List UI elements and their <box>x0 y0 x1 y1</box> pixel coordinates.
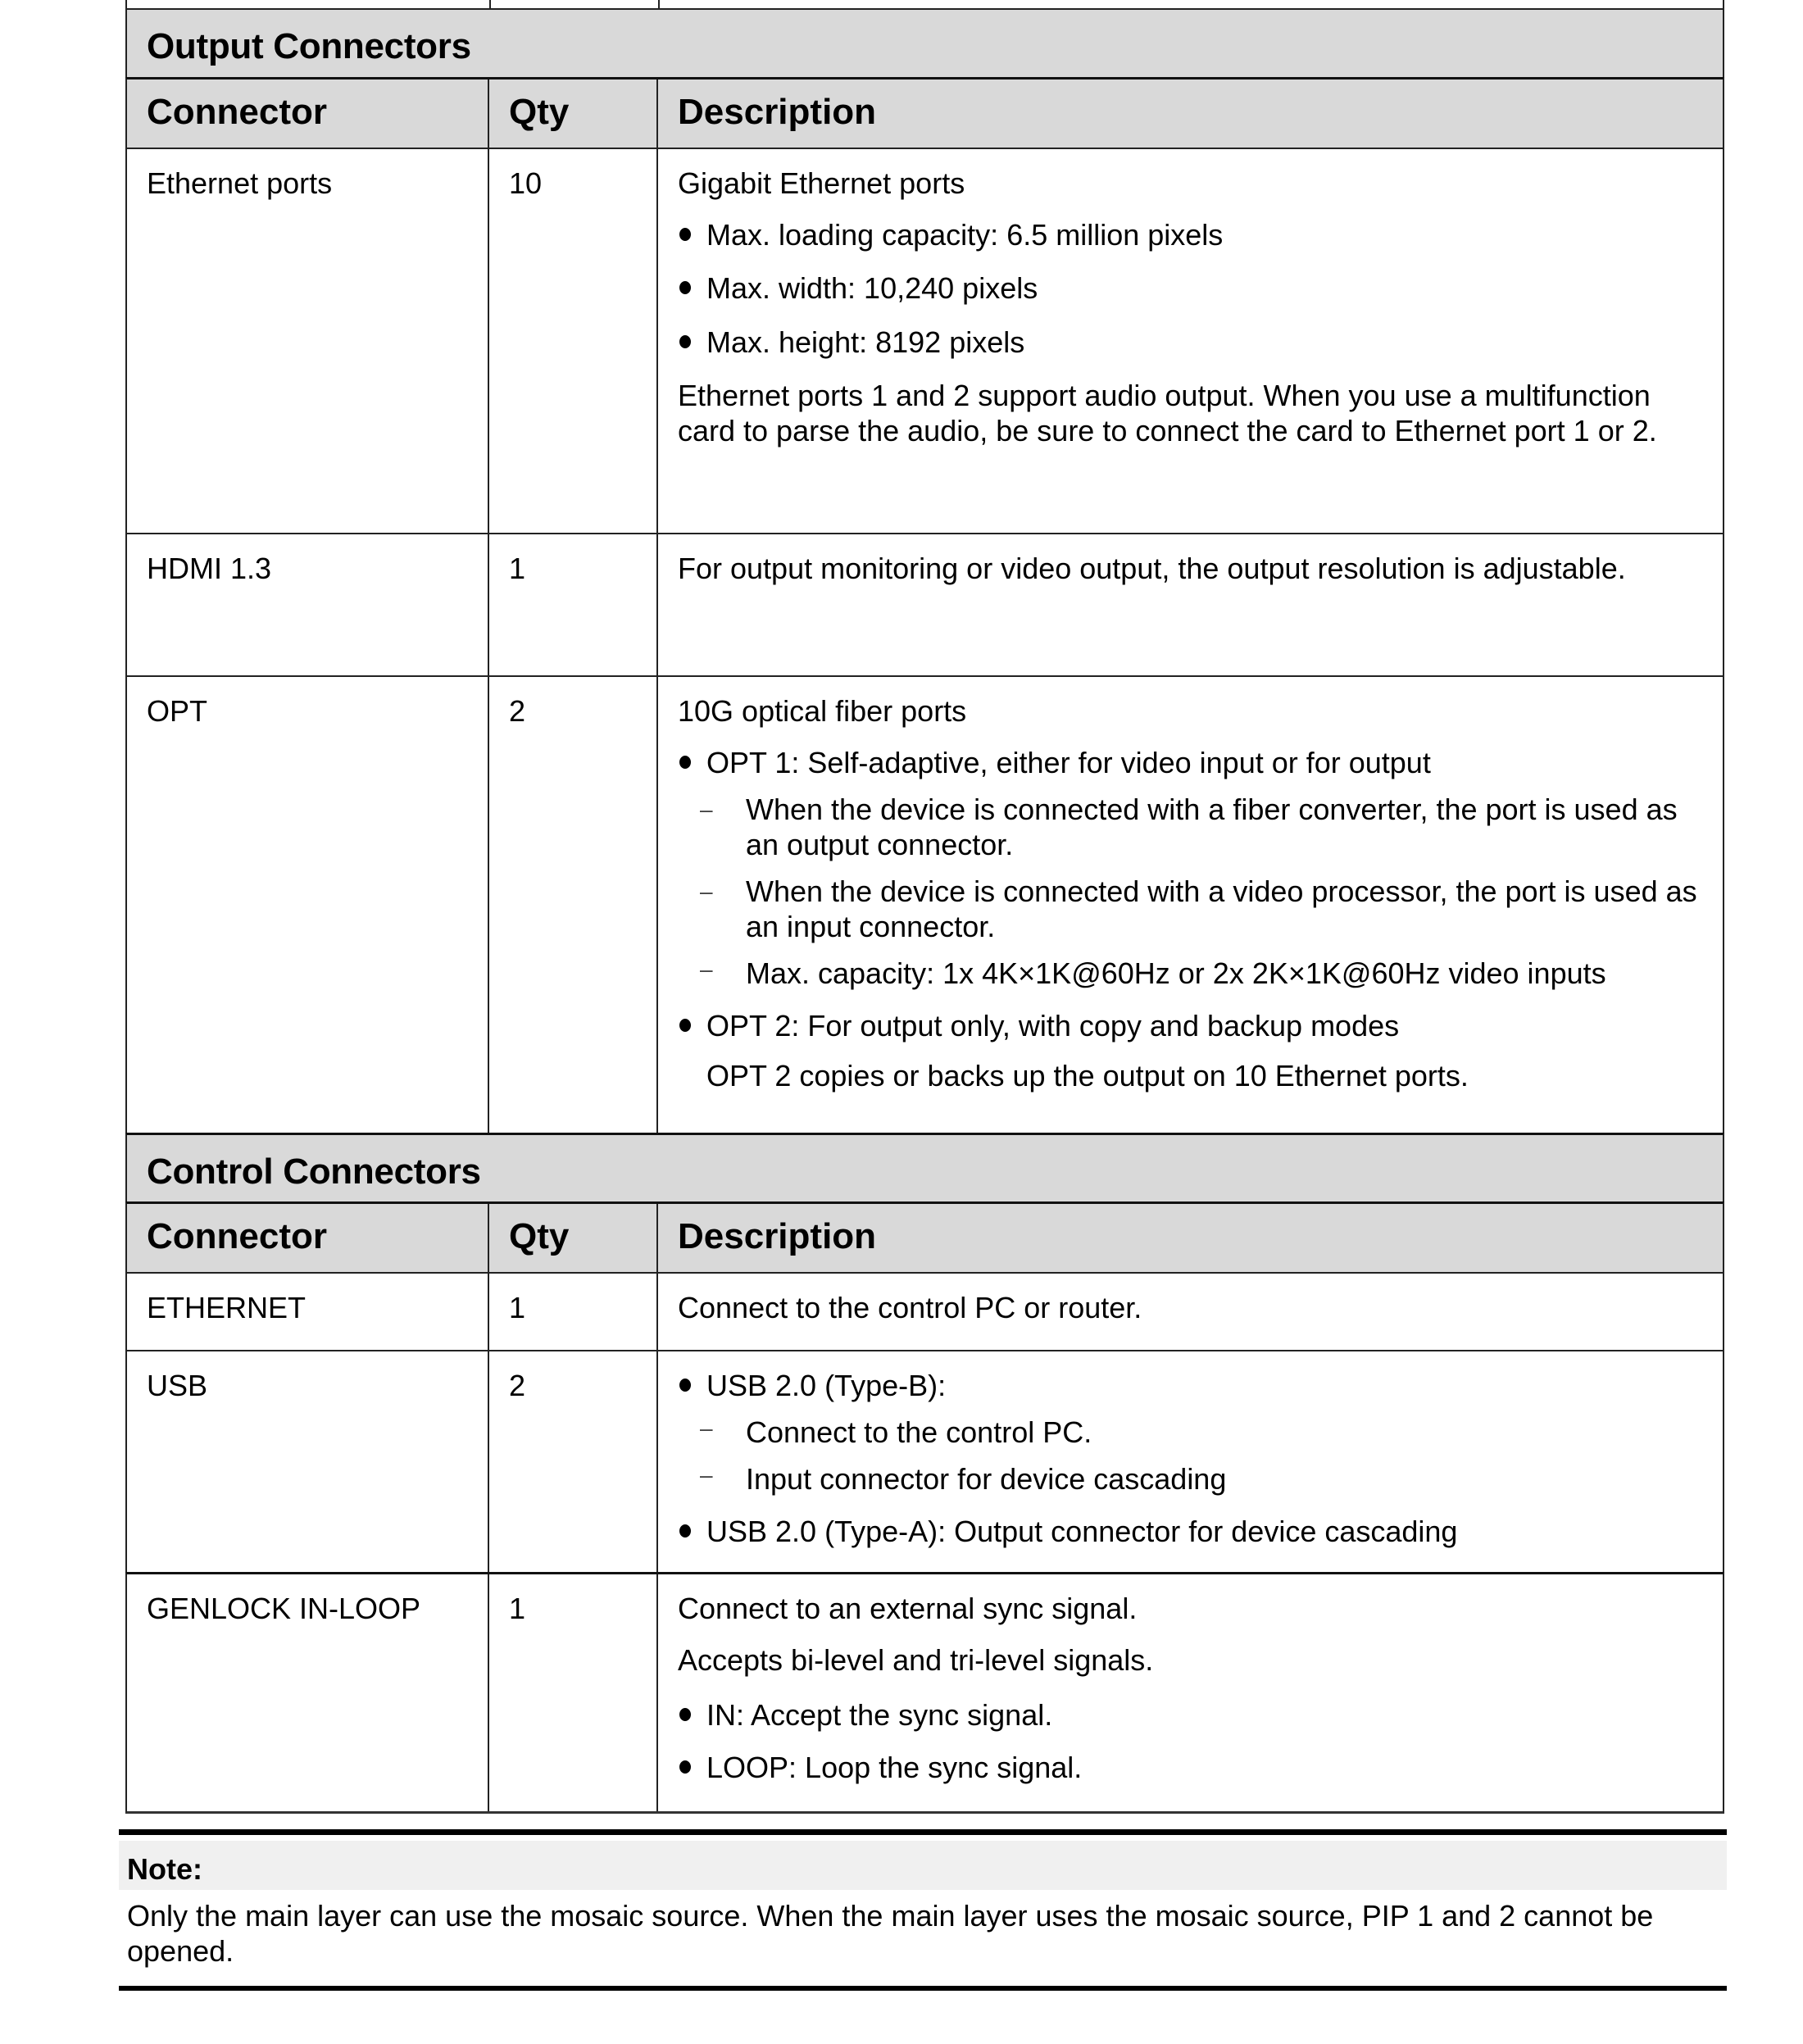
bullet-icon <box>679 1019 691 1032</box>
note-bottom-rule <box>119 1986 1727 1991</box>
note-label: Note: <box>119 1841 1727 1890</box>
table-row-ethernet <box>125 1272 1724 1350</box>
header-description: Description <box>678 1216 877 1256</box>
bullet-item: Max. loading capacity: 6.5 million pixels <box>678 217 1706 252</box>
cell-connector: GENLOCK IN-LOOP <box>127 1574 489 1811</box>
dash-icon: – <box>700 1415 713 1442</box>
table-row-ethernet-ports <box>125 148 1724 533</box>
sub-item: – Connect to the control PC. <box>700 1415 1092 1450</box>
cell-connector: HDMI 1.3 <box>127 534 489 675</box>
bullet-icon <box>679 756 691 769</box>
cell-connector: OPT <box>127 677 489 1133</box>
dash-icon: – <box>700 797 713 823</box>
cell-description <box>658 149 1723 533</box>
table-header-row <box>125 77 1724 148</box>
bullet-icon <box>679 228 691 241</box>
desc-intro: 10G optical fiber ports <box>678 694 967 728</box>
bullet-icon <box>679 281 691 294</box>
cell-connector: USB <box>127 1351 489 1572</box>
cell-qty: 2 <box>489 677 658 1133</box>
table-row-opt <box>125 675 1724 1133</box>
cell-description <box>658 1574 1723 1811</box>
desc-intro: Connect to the control PC or router. <box>678 1291 1142 1324</box>
dash-icon: – <box>700 956 713 983</box>
table-row-usb <box>125 1350 1724 1572</box>
cell-connector: ETHERNET <box>127 1274 489 1350</box>
sub-item: – When the device is connected with a fiber converter, the port is used as an output connector. <box>700 793 1678 862</box>
previous-row-stub <box>125 0 1724 8</box>
cell-qty: 2 <box>489 1351 658 1572</box>
cell-qty: 10 <box>489 149 658 533</box>
header-qty: Qty <box>489 1204 658 1272</box>
sub-item: – When the device is connected with a video processor, the port is used as an input connector. <box>700 874 1697 944</box>
header-qty: Qty <box>489 79 658 148</box>
dash-icon: – <box>700 1462 713 1488</box>
sub-item: – Max. capacity: 1x 4K×1K@60Hz or 2x 2K×1K@60Hz video inputs <box>700 956 1606 991</box>
bullet-item: Max. height: 8192 pixels <box>678 325 1706 360</box>
bullet-icon <box>679 1524 691 1538</box>
header-description: Description <box>678 92 877 132</box>
table-row-hdmi <box>125 533 1724 675</box>
bullet-icon <box>679 1760 691 1774</box>
cell-description <box>658 1351 1723 1572</box>
connectors-table <box>125 0 1724 1814</box>
desc-intro-2: Accepts bi-level and tri-level signals. <box>678 1643 1154 1678</box>
note-text: Only the main layer can use the mosaic source. When the main layer uses the mosaic source, PIP 1 and 2 cannot be opened. <box>127 1899 1654 1968</box>
header-connector: Connector <box>127 79 489 148</box>
section-title-output: Output Connectors <box>125 8 1724 77</box>
desc-intro: For output monitoring or video output, the output resolution is adjustable. <box>678 552 1626 585</box>
table-header-row <box>125 1201 1724 1272</box>
bullet-item: LOOP: Loop the sync signal. <box>678 1750 1706 1785</box>
bullet-item: USB 2.0 (Type-B): <box>678 1368 1706 1403</box>
sub-item: – Input connector for device cascading <box>700 1462 1227 1497</box>
bullet-item: USB 2.0 (Type-A): Output connector for device cascading <box>678 1514 1706 1549</box>
cell-description <box>658 677 1723 1133</box>
cell-connector: Ethernet ports <box>127 149 489 533</box>
note-top-rule <box>119 1829 1727 1835</box>
header-connector: Connector <box>127 1204 489 1272</box>
bullet-item: OPT 1: Self-adaptive, either for video input or for output <box>678 745 1706 780</box>
bullet-item: IN: Accept the sync signal. <box>678 1697 1706 1733</box>
desc-after: Ethernet ports 1 and 2 support audio output. When you use a multifunction card to parse the audio, be sure to connect the card to Ethernet port 1 or 2. <box>678 378 1657 447</box>
cell-qty: 1 <box>489 1574 658 1811</box>
bullet-note: OPT 2 copies or backs up the output on 10 Ethernet ports. <box>706 1058 1469 1092</box>
dash-icon: – <box>700 879 713 905</box>
cell-qty: 1 <box>489 1274 658 1350</box>
bullet-item: Max. width: 10,240 pixels <box>678 270 1706 306</box>
desc-intro: Gigabit Ethernet ports <box>678 166 965 200</box>
cell-description <box>658 1274 1723 1350</box>
bullet-icon <box>679 1379 691 1392</box>
section-title-control: Control Connectors <box>125 1133 1724 1201</box>
bullet-icon <box>679 1708 691 1721</box>
cell-description <box>658 534 1723 675</box>
bullet-item: OPT 2: For output only, with copy and backup modes <box>678 1008 1706 1043</box>
bullet-icon <box>679 335 691 348</box>
desc-intro: Connect to an external sync signal. <box>678 1592 1138 1625</box>
cell-qty: 1 <box>489 534 658 675</box>
table-row-genlock <box>125 1572 1724 1814</box>
